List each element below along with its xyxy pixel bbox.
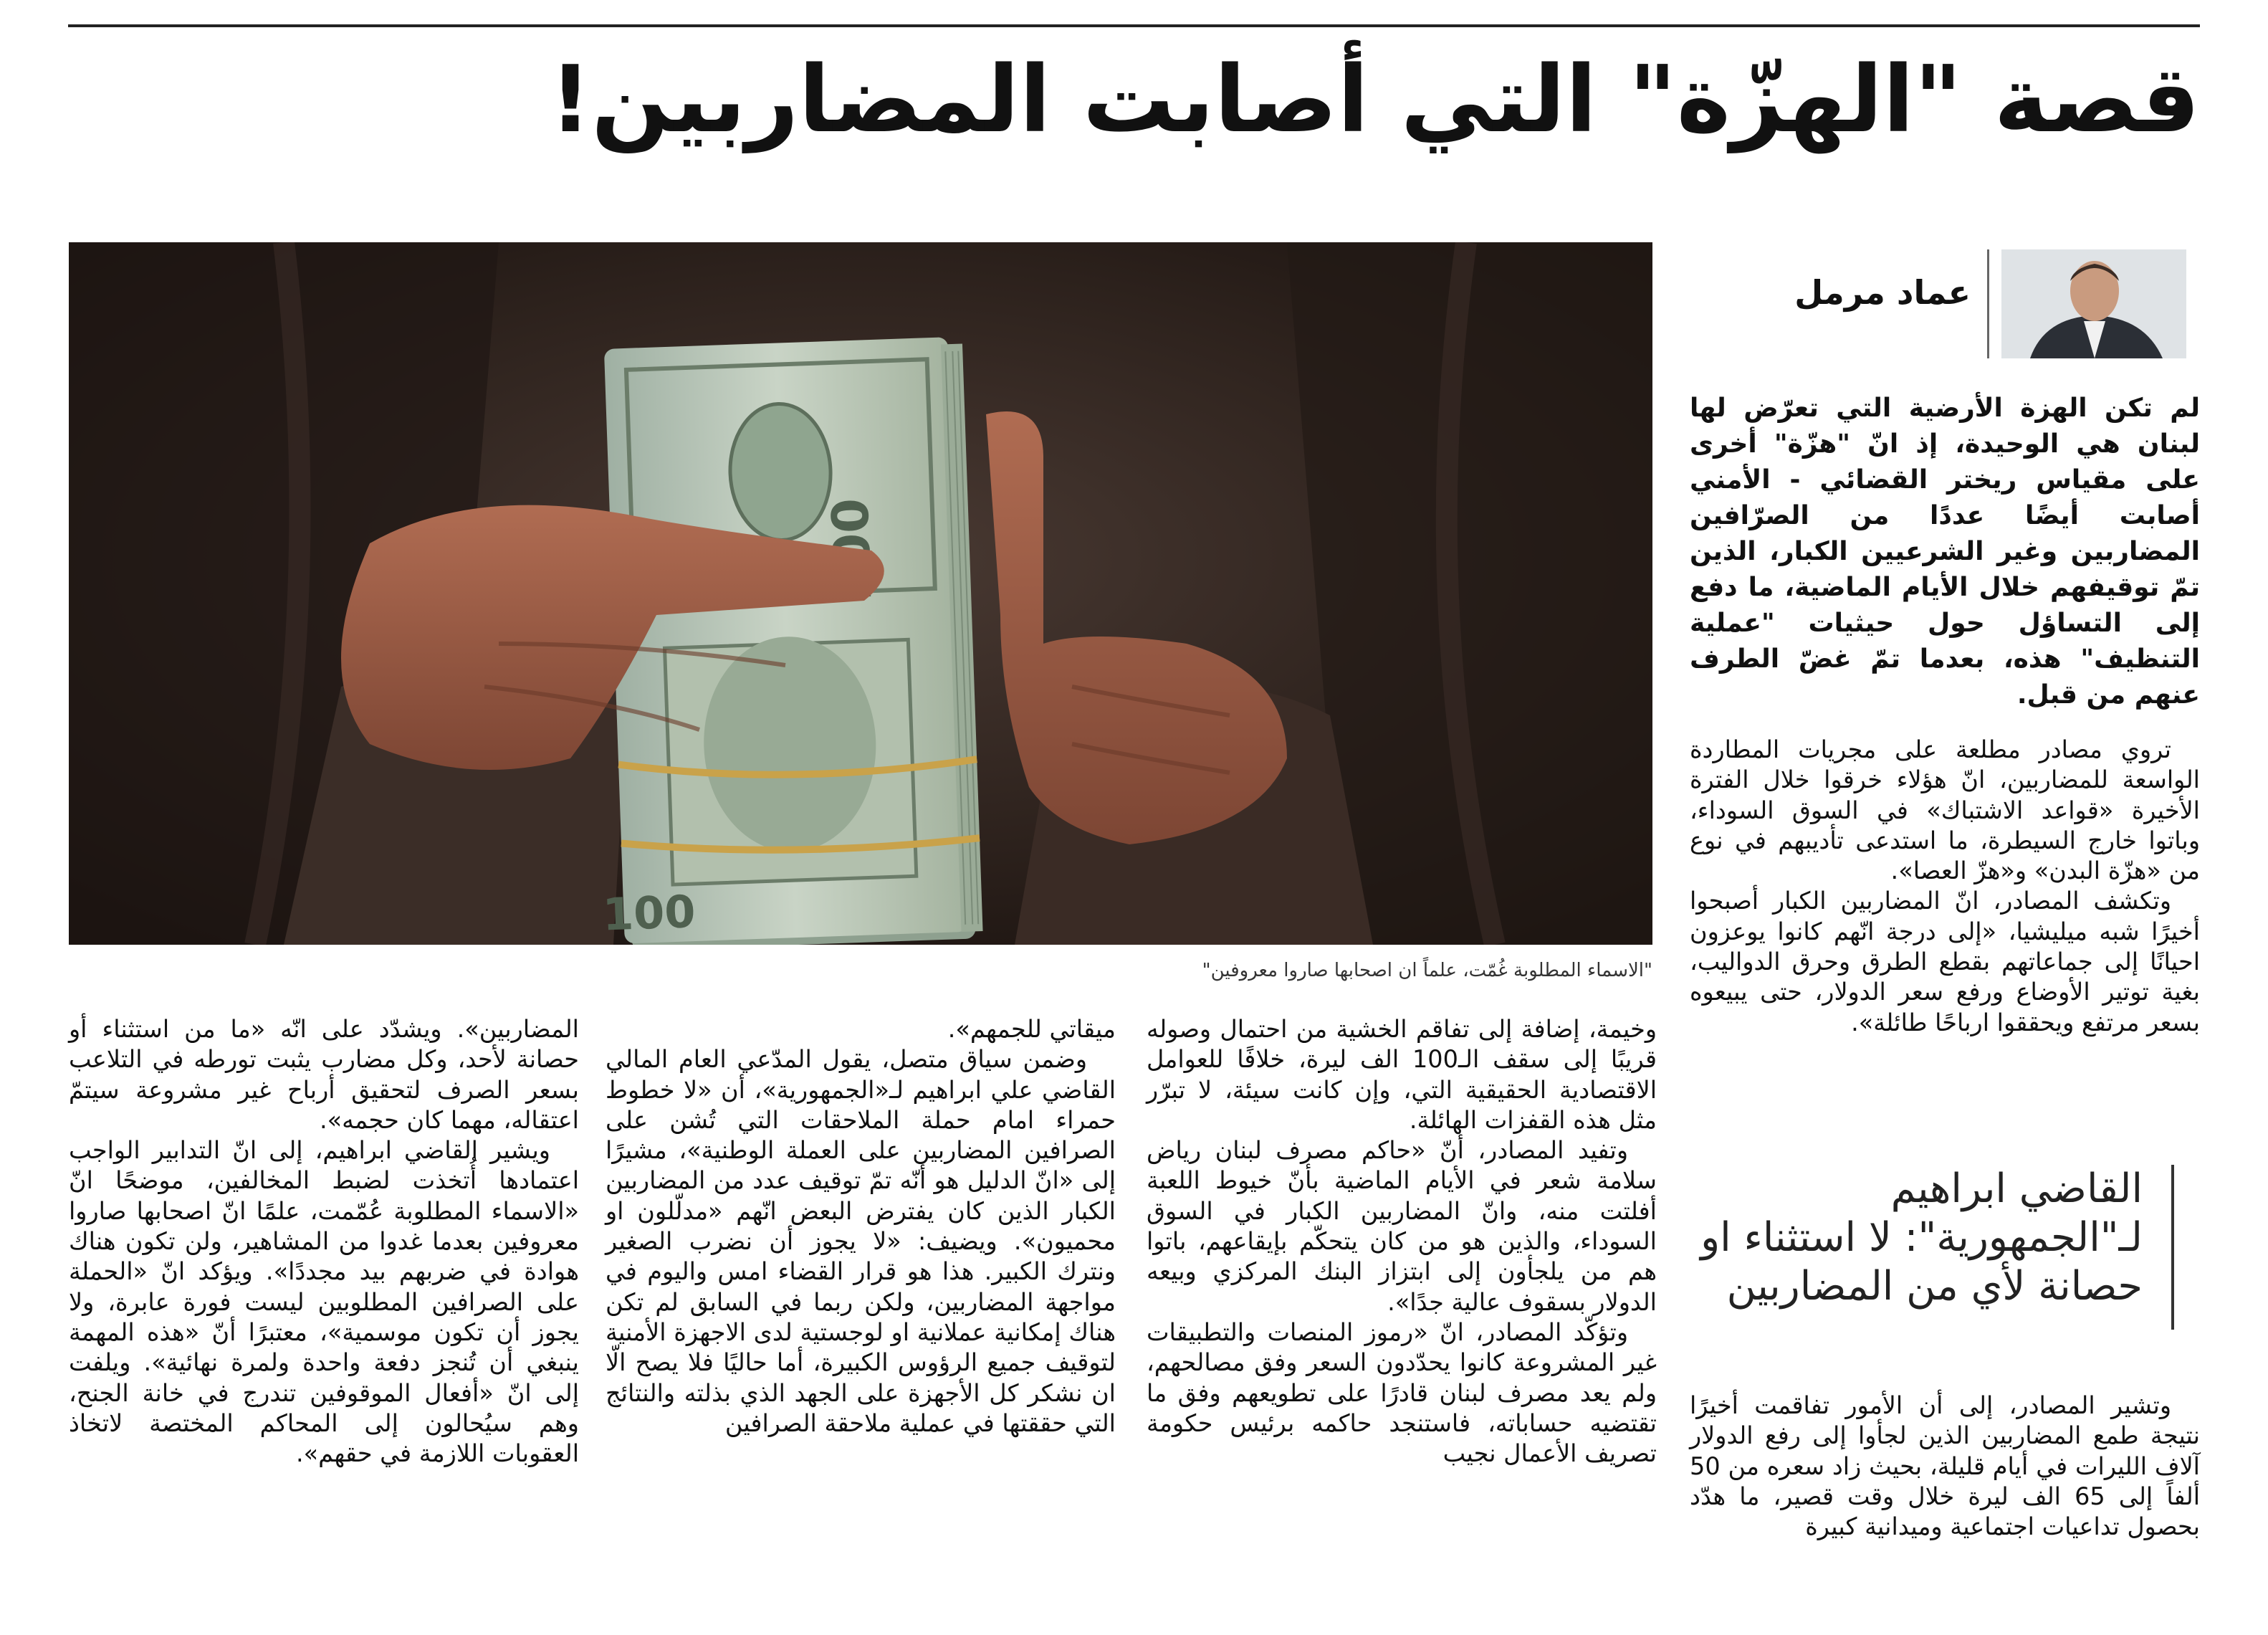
author-photo (2001, 249, 2186, 358)
paragraph: ويشير القاضي ابراهيم، إلى انّ التدابير الواجب اعتمادها أُتخذت لضبط المخالفين، موضحًا انّ «الاسماء المطلوبة عُمّمت، علمًا انّ اصحابها صاروا معروفين بعدما غدوا من المشاهير، ولن تكون هناك هوادة في ضربهم بيد مجددًا». ويؤكد انّ «الحملة على الصرافين المطلوبين ليست فورة عابرة، ولا يجوز أن تكون موسمية»، معتبرًا أنّ «هذه المهمة ينبغي أن تُنجز دفعة واحدة ولمرة نهائية». ويلفت إلى انّ «أفعال الموقوفين تندرج في خانة الجنح، وهم سيُحالون إلى المحاكم المختصة لاتخاذ العقوبات اللازمة في حقهم». (69, 1136, 579, 1468)
column-3 (606, 1014, 1116, 1588)
top-rule (68, 24, 2200, 27)
paragraph: وتكشف المصادر، انّ المضاربين الكبار أصبحوا أخيرًا شبه ميليشيا، «إلى درجة انّهم كانوا يوعزون احيانًا إلى جماعاتهم بقطع الطرق وحرق الدواليب، بغية توتير الأوضاع ورفع سعر الدولار، حتى يبيعوه بسعر مرتفع ويحققوا ارباحًا طائلة». (1690, 887, 2200, 1036)
paragraph: ميقاتي للجمهم». (947, 1015, 1116, 1043)
paragraph: وضمن سياق متصل، يقول المدّعي العام المالي القاضي علي ابراهيم لـ«الجمهورية»، أن «لا خطوط حمراء امام حملة الملاحقات التي تُشن على الصرافين المضاربين على العملة الوطنية»، مشيرًا إلى «انّ الدليل هو أنّه تمّ توقيف عدد من المضاربين الكبار الذين كان يفترض البعض انّهم «مدلّلون او محميون». ويضيف: «لا يجوز أن نضرب الصغير ونترك الكبير. هذا هو قرار القضاء امس واليوم في مواجهة المضاربين، ولكن ربما في السابق لم تكن هناك إمكانية عملانية او لوجستية لدى الاجهزة الأمنية لتوقيف جميع الرؤوس الكبيرة، أما حاليًا فلا يصح الّا ان نشكر كل الأجهزة على الجهد الذي بذلته والنتائج التي حققتها في عملية ملاحقة الصرافين (606, 1045, 1116, 1437)
paragraph: تروي مصادر مطلعة على مجريات المطاردة الواسعة للمضاربين، انّ هؤلاء خرقوا خلال الفترة الأخيرة «قواعد الاشتباك» في السوق السوداء، وباتوا خارج السيطرة، ما استدعى تأديبهم في نوع من «هزّة البدن» و«هزّ العصا». (1690, 735, 2200, 885)
paragraph: وتؤكّد المصادر، انّ «رموز المنصات والتطبيقات غير المشروعة كانوا يحدّدون السعر وفق مصالحهم، ولم يعد مصرف لبنان قادرًا على تطويعهم وفق ما تقتضيه حساباته، فاستنجد حاكمه برئيس حكومة تصريف الأعمال نجيب (1147, 1317, 1657, 1468)
svg-text:100: 100 (601, 885, 697, 941)
photo-caption: "الاسماء المطلوبة غُمّت، علماً ان اصحابها صاروا معروفين" (1202, 960, 1652, 981)
pull-quote-bar (2171, 1165, 2174, 1330)
pull-quote: القاضي ابراهيم لـ"الجمهورية": لا استثناء او حصانة لأي من المضاربين (1700, 1166, 2143, 1310)
paragraph: المضاربين». ويشدّد على انّه «ما من استثناء أو حصانة لأحد، وكل مضارب يثبت تورطه في التلاعب بسعر الصرف لتحقيق أرباح غير مشروعة سيتمّ اعتقاله، مهما كان حجمه». (69, 1015, 579, 1134)
main-photo (69, 242, 1652, 945)
column-4 (69, 1014, 579, 1588)
column-1-top (1690, 735, 2200, 1136)
paragraph: وتفيد المصادر، أنّ «حاكم مصرف لبنان رياض سلامة شعر في الأيام الماضية بأنّ خيوط اللعبة أفلتت منه، وانّ المضاربين الكبار في السوق السوداء، والذين هو من كان يتحكّم بإيقاعهم، باتوا هم من يلجأون إلى ابتزاز البنك المركزي وبيعه الدولار بسقوف عالية جدًا». (1147, 1136, 1657, 1316)
paragraph: وخيمة، إضافة إلى تفاقم الخشية من احتمال وصوله قريبًا إلى سقف الـ100 الف ليرة، خلافًا للعوامل الاقتصادية الحقيقية التي، وإن كانت سيئة، لا تبرّر مثل هذه القفزات الهائلة. (1147, 1015, 1657, 1134)
hands-holding-dollar-banknotes-photo (69, 242, 1652, 945)
author-name: عماد مرمل (1794, 273, 1971, 312)
column-1-bottom (1690, 1391, 2200, 1577)
paragraph: وتشير المصادر، إلى أن الأمور تفاقمت أخيرًا نتيجة طمع المضاربين الذين لجأوا إلى رفع الدولار آلاف الليرات في أيام قليلة، بحيث زاد سعره من 50 ألفاً إلى 65 الف ليرة خلال وقت قصير، ما هدّد بحصول تداعيات اجتماعية وميدانية كبيرة (1690, 1391, 2200, 1541)
author-portrait-photo (2001, 249, 2186, 358)
headline: قصة "الهزّة" التي أصابت المضاربين! (549, 47, 2200, 153)
lead-paragraph: لم تكن الهزة الأرضية التي تعرّض لها لبنان هي الوحيدة، إذ انّ "هزّة" أخرى على مقياس ريختر القضائي - الأمني أصابت أيضًا عددًا من الصرّافين المضاربين وغير الشرعيين الكبار، الذين تمّ توقيفهم خلال الأيام الماضية، ما دفع إلى التساؤل حول حيثيات "عملية التنظيف" هذه، بعدما تمّ غضّ الطرف عنهم من قبل. (1690, 394, 2200, 710)
author-divider (1987, 249, 1989, 358)
column-2 (1147, 1014, 1657, 1588)
